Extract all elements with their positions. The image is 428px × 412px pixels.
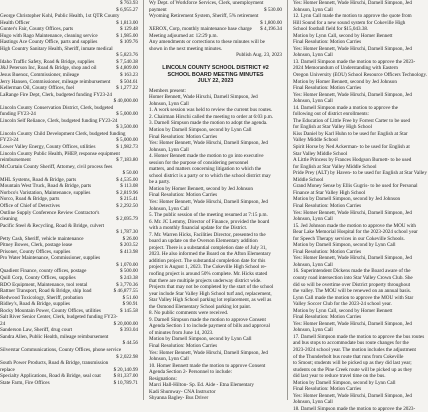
minutes-line: Johnson, Lynn Call [293,98,333,105]
claim-text: Norco, Road & Bridge, parts [0,196,60,203]
minutes-line: Motion by Darnell Simpson, second by Lynn Call [149,336,252,343]
claim-amount: $ 1,813.00 [116,19,138,26]
minutes-line: 2023. He also informed the Board on the Afton Elementary [149,251,271,258]
minutes-line: matters, and matters concerning litigation to which the [149,166,262,173]
board-minutes-heading-line-2: SCHOOL BOARD MEETING MINUTES [167,71,264,78]
claim-amount: $ 1,985.00 [116,32,138,39]
claim-amount: $ 2,695.79 [116,216,138,223]
minutes-line: Johnson, Lynn Call [293,6,333,13]
claim-text: Pacific Steel & Recycling, Road & Bridge, culvert [0,222,105,229]
claim-amount: $ 51.60 [122,294,138,301]
board-minutes-body [149,88,282,402]
minutes-line: School football field for $15,043.38. [293,26,369,33]
minutes-line: Final Resolution: Motion Carries [293,386,362,393]
minutes-column-middle [149,0,282,400]
claim-amount: $ 26.00 [122,235,138,242]
claim-text: Outline Supply Conference Review Contractor's [0,209,100,216]
claim-text: George Christopher Kohl, Public Health, 1st QTR County [0,13,120,20]
minutes-line: 18. Darnell Simpson made the motion to approve the 2023- [293,405,416,412]
claim-text: Health Officer [0,19,30,26]
minutes-line: Pride Prey (ALT) by Haven- to be used for English at Star Valley [293,170,427,177]
minutes-line: for English at Star Valley High School [293,124,373,131]
minutes-line: 3. Darnell Simpson made the motion to adopt the agenda. [149,120,268,127]
minutes-line: project. There is a substantial completion date of July 31, [149,244,267,251]
claim-text: Prisoner, County Offices, supplies [0,248,71,255]
minutes-line: Final Resolution: Motion Carries [293,314,362,321]
claim-text: Sanderson Law, Sheriff, drug court [0,327,73,334]
claim-amount: $ 5,000.00 [116,137,138,144]
claim-amount: $ 7,540.38 [116,58,138,65]
claim-amount: $ 1,277.22 [116,85,138,92]
minutes-line: Johnson, Lynn Call [149,100,189,107]
claim-amount: $ 504.61 [120,78,138,85]
claims-continuation [149,0,282,59]
claim-text: Wy Dept. of Workforce Services, Clerk, unemployment [149,0,264,6]
minutes-column-right [293,0,428,412]
claim-amount: $ 5,000.00 [116,111,138,118]
minutes-line: Oregon University (EOU) School Resource Officers Technology. [293,72,428,79]
minutes-line: Valley Middle School [293,137,338,144]
minutes-line: 12. Lynn Call made the motion to approve the quote from [293,13,412,20]
minutes-line: Motion by Darnell Simpson, second by Lynn Call [293,242,396,249]
claim-text: Pro Water Maintenance, Commissioner, supplies [0,255,101,262]
minutes-line: Johnson, Lynn Call [293,261,333,268]
minutes-line: Final Resolution: Motion Carries [149,343,218,350]
claim-amount: $ 5,823.76 [116,52,138,59]
minutes-line: Final Resolution: Motion Carries [293,39,362,46]
claim-text: shown in the next meeting minutes. [149,45,223,52]
claim-text: Lincoln County Public Health, PHEP, response equipment [0,150,120,157]
claim-amount: $ 163.23 [120,72,138,79]
claim-text: Hastings Ace County Office, parts and supplies [0,39,98,46]
claim-text: Lower Valley Energy, County Offices, utilities [0,144,96,151]
minutes-line: Yes: Homer Bennett, Wade Hirschi, Darnell Simpson, Jed [293,91,412,98]
minutes-line: Homer Bennett, Wade Hirschi, Darnell Simpson, Jed [149,94,258,101]
minutes-line: county road intersection into Star Valley Crown Club. She [293,274,413,281]
minutes-line: Members present: [149,87,186,94]
claim-amount: $ 3,500.00 [116,124,138,131]
claim-text: High Country Sanitary Health, Sheriff, inmate medical [0,45,113,52]
minutes-line: and bus stops to accommodate bus route changes for the [293,340,409,347]
claim-amount: $ 2,819.96 [116,189,138,196]
minutes-line: Kiss Daniel by Karl Huhn to be used for English at Star [293,130,408,137]
claim-text: Specialty Applications, Road & Bridge, seal coat [0,373,101,380]
minutes-line: Valley Soccer Club for the 2023-24 school year. [293,301,392,308]
board-minutes-heading-line-1: LINCOLN COUNTY SCHOOL DISTRICT #2 [162,64,269,71]
claim-line [0,380,138,387]
claim-text: Office of Chief of Detectives [0,202,60,209]
claim-amount: $ 4,809.00 [116,65,138,72]
minutes-line: 16. Superintendent Dickens made the Board aware of the [293,268,411,275]
minutes-line: 10. Homer Bennett made the motion to approve Consent [149,362,266,369]
board-minutes-heading-line-3: JULY 22, 2023 [197,78,234,85]
minutes-line: project is August 1, 2023. The Cokeville High School re- [149,264,267,271]
claims-list-column [0,0,138,400]
minutes-line: board an update on the Overson Elementary addition [149,238,258,245]
minutes-line: Kadi Shumway- CNA Instructor [149,388,216,395]
claim-text: State Farm, Fire Offices [0,379,50,386]
minutes-line: Yes: Homer Bennett, Wade Hirschi, Darnell Simpson, Jed [293,392,412,399]
minutes-line: Motion by Darnell Simpson, second by Lynn Call [293,379,396,386]
claim-amount: $ 1,800.00 [260,19,282,26]
claim-amount: Publish Aug. 23, 2023 [236,52,282,59]
minutes-line: following out of district enrollments: [293,111,369,118]
claim-text: LaRange Fire Dept, Clerk, budgeted funding FY23-24 [0,91,112,98]
minutes-line: 17. Darnell Simpson made the motion to approve the bus routes [293,333,425,340]
claim-amount: $ 145.58 [120,307,138,314]
claim-text: Lincoln County Child Development Clerk, budgeted funding [0,130,126,137]
claim-text: Meeting adjourned at: 12:29 p.m. [149,32,218,39]
claim-text: Silverstar Communications, County Offices, phone service [0,346,122,353]
minutes-line: Yes: Homer Bennett, Wade Hirschi, Darnell Simpson, Jed [293,255,412,262]
claim-text: Rattner Transport, Road & Bridge, ship load [0,288,92,295]
minutes-line: Yes: Homer Bennett, Wade Hirschi, Darnell Simpson, Jed [149,140,268,147]
minutes-line: 2023-2024 school year. The motion includes the adjustment [293,346,416,353]
claim-amount: $ 763.93 [120,0,138,6]
minutes-line: Spirit Horse by Ned Ackerman- to be used for English at [293,144,410,151]
minutes-line: year include Star Valley High School turf and, replacement, [149,290,272,297]
minutes-line: Final Resolution: Motion Carries [293,202,362,209]
minutes-line: Star Valley Middle School [293,150,348,157]
minutes-line: 6. Mr. JC Lemmy, Director of Finance, provided the board [149,218,270,225]
claim-amount: $ 40,000.00 [113,98,138,105]
claim-text: Norbco's Varistation, Maintenance, supplies [0,189,91,196]
minutes-line: Johnson, Lynn Call [149,205,189,212]
minutes-line: A Little Princess by Frances Hodgson Burnett- to be used [293,157,412,164]
claim-text: Quill Corp, County Offices, supplies [0,274,76,281]
claim-amount: $ 2,292.50 [116,202,138,209]
claim-amount: $ 413.98 [120,248,138,255]
claim-text: Lincoln County Conservation District, Clerk, budgeted [0,104,114,111]
minutes-line: 1. A work session was held to review the current bus routes. [149,107,273,114]
claim-text: Ridley's, Road & Bridge, supplies [0,301,71,308]
minutes-line: be a party. [149,179,171,186]
minutes-line: Resignations: [149,375,177,382]
claim-amount: $ 530.00 [264,6,282,13]
claim-text: Hugo with Rago Maintenance, cleaning service [0,32,98,39]
claim-text: Salt River Senior Center, Clerk, budgeted funding FY23- [0,314,118,321]
claim-amount: $ 44.56 [122,340,138,347]
minutes-line: Final Resolution: Motion Carries [293,248,362,255]
claim-amount: $ 46,877.55 [113,288,138,295]
minutes-line: Middle School [293,176,324,183]
minutes-line: the valley. The MOU will be renewed on an annual basis. [293,288,412,295]
minutes-line: Motion by Darnell Simpson, second by Jed Johnson [293,196,401,203]
claim-text: 24 [0,320,6,327]
minutes-line: of the Thunderbolt bus route that runs from Cokeville [293,353,404,360]
minutes-line: school district is a party or to which the school district may [149,172,271,179]
minutes-line: Johnson, Lynn Call [293,327,333,334]
claim-amount: $ 20,140.99 [113,366,138,373]
minutes-line: with a monthly financial update for the District. [149,225,248,232]
claim-text: Jerry Hansen, Commissioner, mileage reimbursement [0,78,111,85]
claim-text: J&J Peterson Inc, Road & Bridge, shop and oil [0,65,97,72]
claim-amount: $ 50.00 [122,170,138,177]
minutes-line: Star Valley High School parking lot replacement, as well as [149,297,272,304]
minutes-line: did so will be overtime over District property throughout [293,281,411,288]
minutes-line: Agenda Section 1 to include payment of bills and approval [149,323,270,330]
claim-text: South Power Products, Road & Bridge, transmission [0,360,109,367]
minutes-line: Final Resolution: Motion Carries [293,85,362,92]
claim-amount: $ 10,789.71 [113,379,138,386]
minutes-line: 14. Darnell Simpson made a motion to approve the [293,104,398,111]
minutes-line: 2. Chairman Hirschi called the meeting to order at 6:03 p.m. [149,113,274,120]
minutes-line: 9. Darnell Simpson made the motion to approve Consent [149,316,266,323]
claim-amount: $ 1,982.73 [116,144,138,151]
minutes-line: 4. Homer Bennett made the motion to go into executive [149,153,264,160]
minutes-line: students on the Pine Creek route will be picked up as they [293,366,413,373]
claim-text: XEROX, Corp, monthly maintenance base charge [149,26,252,33]
minutes-line: Hill Sound for a new sound system for Cokeville High [293,19,406,26]
claim-amount: $ 393.04 [120,327,138,334]
minutes-line: of minutes from June 14, 2023. [149,329,214,336]
claim-amount: $ 6,955.27 [116,6,138,13]
minutes-line: 13. Darnell Simpson made the motion to approve the 2023- [293,58,416,65]
minutes-line: Johnson, Lynn Call [293,399,333,406]
minutes-line: Shyanna Bagley- Bus Driver [149,395,209,402]
minutes-line: Marci Hall-Hilton- Sp. Ed. Aide - Etna Elementary [149,382,254,389]
minutes-line: Yes: Homer Bennett, Wade Hirschi, Darnell Simpson, Jed [293,320,412,327]
minutes-line: addition project. The substantial completion date for this [149,257,266,264]
claim-text: Rocky Mountain Power, County Offices, utilities [0,307,101,314]
claim-text: cleaning [0,216,18,223]
claim-text: Any amendments or corrections to these minutes will be [149,39,265,46]
claim-text: MHL Systems, Road & Bridge, parts [0,176,77,183]
minutes-line: Projects that may not be completed by the start of the school [149,284,274,291]
minutes-line: Motion by Homer Bennett, second by Jed Johnson [293,78,397,85]
claim-text: Gunter's Fair, County Offices, parts [0,26,74,33]
claim-amount: $ 3,770.36 [116,281,138,288]
column-rule-2 [287,0,288,400]
minutes-line: Finance at Star Valley High School [293,189,366,196]
claim-amount: $ 129.48 [120,26,138,33]
minutes-line: Grand Money Sense by Ellis Gugris- to be used for Personal [293,183,418,190]
claim-amount: $ 109.76 [120,39,138,46]
claim-text: FY23-24 [0,137,19,144]
minutes-line: Motion by Lynn Call, second by Homer Bennett [293,307,393,314]
minutes-line: Yes: Homer Bennett, Wade Hirschi, Darnell Simpson, Jed [149,349,268,356]
minutes-line: Motion by Lynn Call, second by Homer Bennett [293,32,393,39]
minutes-line: did last year to reduce travel time on the bus. [293,373,386,380]
claim-text: Petty Cash, Sheriff, vehicle maintenance [0,235,84,242]
minutes-line: Lynn Call made the motion to approve the MOU with Star [293,294,414,301]
claim-text: reimbursement [0,157,31,164]
minutes-line: 8. No public comments were received. [149,310,229,317]
minutes-line: 7. Mr. Warren Hicks, Facilities Director, presented to the [149,231,266,238]
claim-text: Wyoming Retirement System, Sheriff, 5% retirement [149,13,259,20]
minutes-line: Motion by Homer Bennett, second by Jed Johnson [149,185,253,192]
claim-amount: $ 7,183.80 [116,157,138,164]
minutes-line: Final Resolution: Motion Carries [149,133,218,140]
minutes-line: that there are multiple projects underway district wide. [149,277,262,284]
minutes-line: 15. Jed Johnson made the motion to approve the MOU with [293,222,416,229]
minutes-line: Yes: Homer Bennett, Wade Hirschi, Darnell Simpson, Jed [293,45,412,52]
minutes-line: 5. The public session of the meeting resumed at 7:15 p.m. [149,212,268,219]
claim-text: Lincoln Self Reliance, Clerk, budgeted funding FY23-24 [0,117,118,124]
minutes-line: the Osmond Elementary School parking lot paint. [149,303,252,310]
claim-amount: $ 20,000.00 [113,320,138,327]
claim-amount: $ 1,787.30 [116,229,138,236]
minutes-line: Johnson, Lynn Call [293,216,333,223]
minutes-line: Motion by Darnell Simpson, second by Lynn Call [149,126,252,133]
minutes-line: to Smoot; students will be picked up as they did last year; [293,360,412,367]
claim-text: Redwood Toxicology, Sheriff, probation [0,294,83,301]
claim-amount: $ 203.52 [120,242,138,249]
claim-amount: $ 500.00 [120,268,138,275]
claim-amount: $ 113.08 [120,183,138,190]
minutes-line: Yes: Homer Bennett, Wade Hirschi, Darnell Simpson, Jed [149,199,268,205]
claim-amount: $ 4,535.00 [116,176,138,183]
claim-text: RDO Equipment, Maintenance, tool rental [0,281,88,288]
minutes-line: Johnson, Lynn Call [149,356,189,363]
claim-amount: $ 81,337.00 [113,373,138,380]
minutes-line: Johnson, Lynn Call [293,52,333,59]
claim-text: replace [0,366,15,373]
minutes-line: The Education of Little Free by Forrest Carter to be used [293,117,411,124]
minutes-line: Bear Lake Memorial Hospital for the 2023-2024 school year [293,229,418,236]
claim-amount: $ 1,070.00 [116,261,138,268]
minutes-line: Agenda Section 2- Personnel to include: [149,369,232,376]
claim-amount: $ 90.91 [122,301,138,308]
claim-text: Idaho Traffic Safety, Road & Bridge, supplies [0,58,95,65]
claim-amount: $ 4,196.34 [260,26,282,33]
claim-text: Quadient Finance, county offices, postage [0,268,87,275]
claim-text: Kellerman Oil, County Offices, fuel [0,85,75,92]
claim-text: funding FY23-24 [0,111,36,118]
minutes-line: 2024 Memorandum of Understanding with Eastern [293,65,398,72]
minutes-line: for Speech Therapy services in our Cokeville Schools. [293,235,405,242]
claim-text: Pitney Bowes, Clerk, postage lease [0,242,73,249]
minutes-line: roofing project is around 50% complete. Mr. Hicks stated [149,271,268,278]
claim-text: Mountain West Truck, Road & Bridge, parts [0,183,92,190]
minutes-line: for English at Star Valley Middle School [293,163,377,170]
column-rule-1 [143,0,144,400]
minutes-line: session for the purpose of considering personnel [149,159,249,166]
claim-text: Jesus Buenoz, Commissioner, mileage [0,72,80,79]
claim-text: payment [149,6,167,13]
minutes-line: Yes: Homer Bennett, Wade Hirschi, Darnell Simpson, Jed [293,0,412,6]
claim-amount: $ 243.38 [120,274,138,281]
claim-text: McCurtain County Sheriff, Attorney, civil process fees [0,163,113,170]
claim-amount: $ 215.41 [120,196,138,203]
minutes-line: Final Resolution: Motion Carries [149,192,218,199]
claim-text: Sandra Allen, Public Health, mileage reimbursement [0,333,109,340]
claim-amount: $ 2,022.98 [116,353,138,360]
minutes-line: Johnson, Lynn Call [149,146,189,153]
minutes-line: Yes: Homer Bennett, Wade Hirschi, Darnell Simpson, Jed [293,209,412,216]
